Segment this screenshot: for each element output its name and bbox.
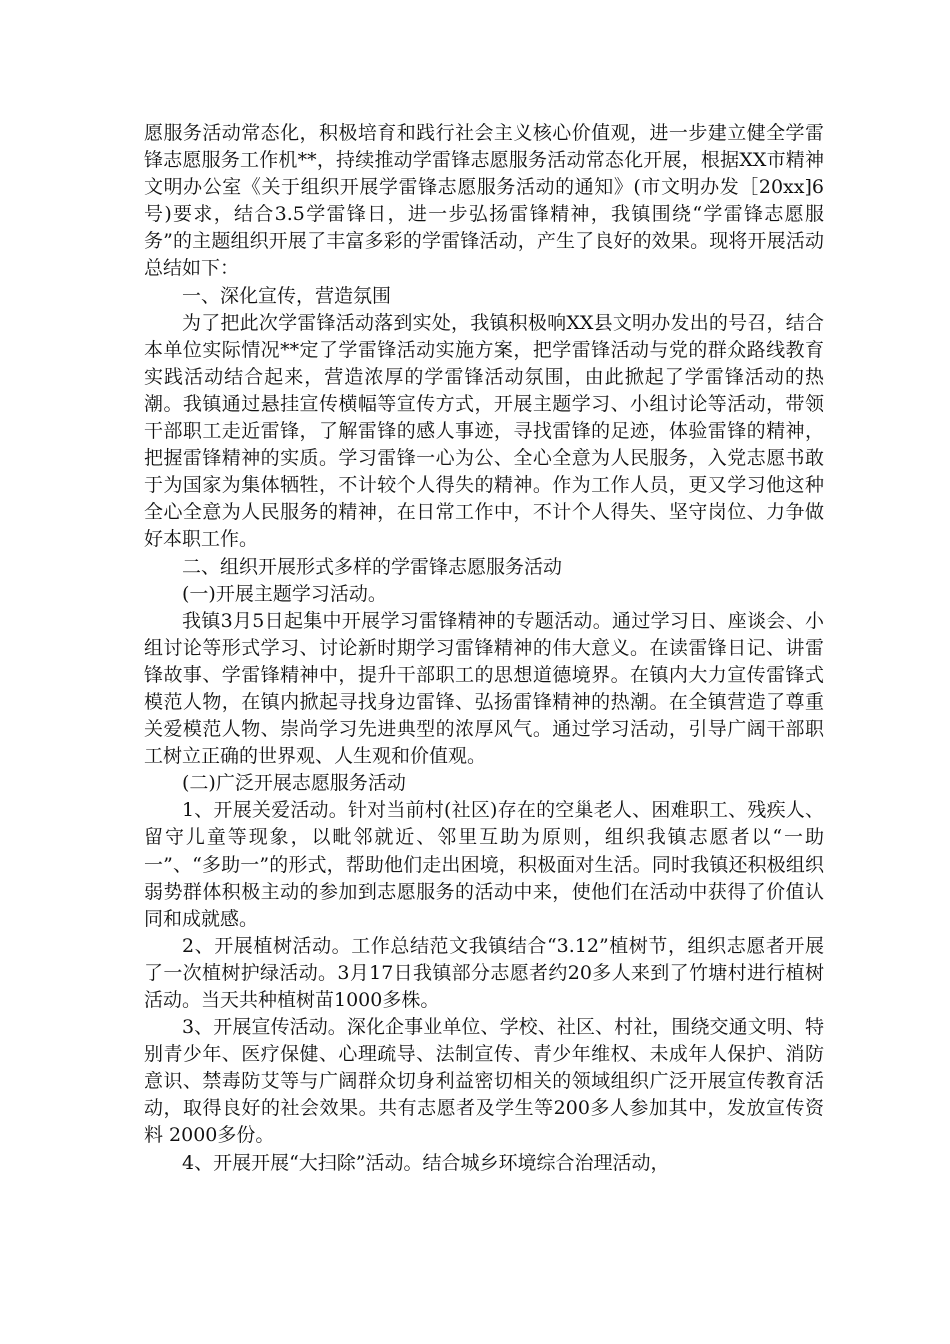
intro-paragraph: 愿服务活动常态化，积极培育和践行社会主义核心价值观，进一步建立健全学雷锋志愿服务工作机**，持续推动学雷锋志愿服务活动常态化开展，根据XX市精神文明办公室《关于组织开展学雷锋志愿服务活动的通知》(市文明办发［20xx]6号)要求，结合3.5学雷锋日，进一步弘扬雷锋精神，我镇围绕“学雷锋志愿服务”的主题组织开展了丰富多彩的学雷锋活动，产生了良好的效果。现将开展活动总结如下：	[144, 122, 824, 280]
section-heading-1: 一、深化宣传，营造氛围	[182, 284, 392, 307]
subsection-heading-1: (一)开展主题学习活动。	[182, 582, 387, 605]
section-heading-2: 二、组织开展形式多样的学雷锋志愿服务活动	[182, 555, 563, 578]
body-paragraph: 4、开展开展“大扫除”活动。结合城乡环境综合治理活动，	[182, 1151, 670, 1174]
document-body	[144, 120, 824, 1177]
subsection-heading-2: (二)广泛开展志愿服务活动	[182, 772, 406, 795]
body-paragraph: 我镇3月5日起集中开展学习雷锋精神的专题活动。通过学习日、座谈会、小组讨论等形式学习、讨论新时期学习雷锋精神的伟大意义。在读雷锋日记、讲雷锋故事、学雷锋精神中，提升干部职工的思想道德境界。在镇内大力宣传雷锋式模范人物，在镇内掀起寻找身边雷锋、弘扬雷锋精神的热潮。在全镇营造了尊重关爱模范人物、崇尚学习先进典型的浓厚风气。通过学习活动，引导广阔干部职工树立正确的世界观、人生观和价值观。	[144, 609, 824, 768]
body-paragraph: 为了把此次学雷锋活动落到实处，我镇积极响XX县文明办发出的号召，结合本单位实际情况**定了学雷锋活动实施方案，把学雷锋活动与党的群众路线教育实践活动结合起来，营造浓厚的学雷锋活动氛围，由此掀起了学雷锋活动的热潮。我镇通过悬挂宣传横幅等宣传方式，开展主题学习、小组讨论等活动，带领干部职工走近雷锋，了解雷锋的感人事迹，寻找雷锋的足迹，体验雷锋的精神，把握雷锋精神的实质。学习雷锋一心为公、全心全意为人民服务，入党志愿书敢于为国家为集体牺牲，不计较个人得失的精神。作为工作人员，更又学习他这种全心全意为人民服务的精神，在日常工作中，不计个人得失、坚守岗位、力争做好本职工作。	[144, 311, 824, 551]
body-paragraph: 2、开展植树活动。工作总结范文我镇结合“3.12”植树节，组织志愿者开展了一次植树护绿活动。3月17日我镇部分志愿者约20多人来到了竹塘村进行植树活动。当天共种植树苗1000多株。	[144, 934, 824, 1011]
body-paragraph: 1、开展关爱活动。针对当前村(社区)存在的空巢老人、困难职工、残疾人、留守儿童等现象，以毗邻就近、邻里互助为原则，组织我镇志愿者以“一助一”、“多助一”的形式，帮助他们走出困境，积极面对生活。同时我镇还积极组织弱势群体积极主动的参加到志愿服务的活动中来，使他们在活动中获得了价值认同和成就感。	[144, 799, 824, 930]
body-paragraph: 3、开展宣传活动。深化企事业单位、学校、社区、村社，围绕交通文明、特别青少年、医疗保健、心理疏导、法制宣传、青少年维权、未成年人保护、消防意识、禁毒防艾等与广阔群众切身利益密切相关的领域组织广泛开展宣传教育活动，取得良好的社会效果。共有志愿者及学生等200多人参加其中，发放宣传资料 2000多份。	[144, 1016, 824, 1147]
